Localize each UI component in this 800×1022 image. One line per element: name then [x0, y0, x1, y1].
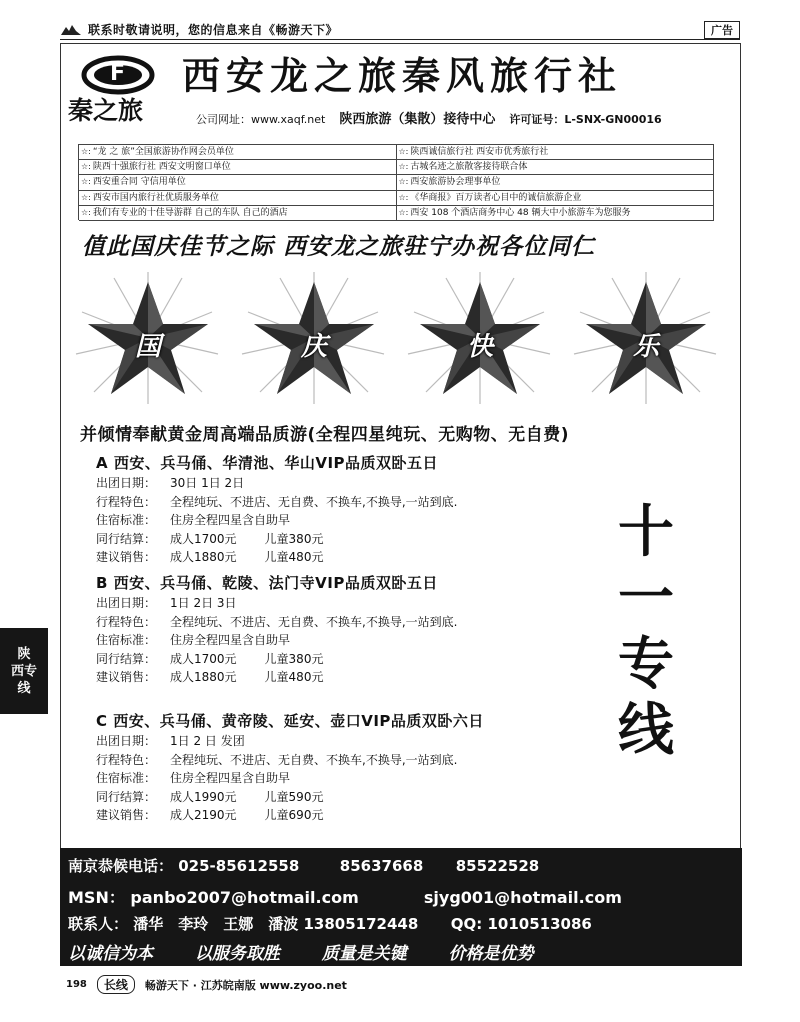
honor-item: ☆: 西安市国内旅行社优质服务单位 — [79, 191, 397, 206]
slogan: 以诚信为本 — [68, 944, 153, 964]
star-qing — [238, 268, 388, 408]
star-bullet-icon: ☆: — [81, 207, 91, 217]
star-bullet-icon: ☆: — [81, 162, 91, 172]
route-row: 出团日期： 1日 2 日 发团 — [96, 734, 245, 748]
route-row: 建议销售： 成人1880元 儿童480元 — [96, 550, 324, 565]
route-row: 出团日期： 30日 1日 2日 — [96, 476, 245, 490]
brand-logo-subtitle: 秦之旅 — [68, 96, 144, 125]
slogan: 以服务取胜 — [194, 944, 280, 964]
msn-line: MSN： panbo2007@hotmail.com sjyg001@hotmail.com — [68, 888, 622, 907]
star-bullet-icon: ☆: — [81, 192, 91, 202]
honor-item: ☆: 西安旅游协会理事单位 — [397, 175, 715, 190]
route-title: C 西安、兵马俑、黄帝陵、延安、壶口VIP品质双卧六日 — [96, 712, 484, 730]
msn-address: sjyg001@hotmail.com — [423, 888, 622, 907]
route-a — [96, 452, 457, 567]
route-row: 建议销售： 成人1880元 儿童480元 — [96, 670, 324, 685]
route-title: A 西安、兵马俑、华清池、华山VIP品质双卧五日 — [96, 454, 439, 472]
star-le — [570, 268, 720, 408]
slogan: 价格是优势 — [448, 944, 534, 964]
qq-number: QQ: 1010513086 — [450, 915, 592, 933]
route-row: 同行结算： 成人1700元 儿童380元 — [96, 651, 324, 666]
section-label: 长线 — [97, 975, 135, 994]
star-bullet-icon: ☆: — [81, 177, 91, 187]
star-char: 庆 — [300, 332, 327, 362]
route-row: 行程特色： 全程纯玩、不进店、无自费、不换车,不换导,一站到底. — [96, 614, 458, 629]
star-bullet-icon: ☆: — [398, 162, 409, 172]
page-footer — [66, 975, 347, 994]
contact-bar — [60, 848, 742, 966]
star-bullet-icon: ☆: — [398, 147, 409, 156]
route-row: 住宿标准： 住房全程四星含自助早 — [96, 771, 291, 786]
national-day-line-title: 十 一 专 线 — [618, 500, 674, 763]
phone-number: 85522528 — [455, 857, 540, 875]
route-row: 出团日期： 1日 2日 3日 — [96, 596, 237, 610]
source-notice: 联系时敬请说明，您的信息来自《畅游天下》 — [88, 23, 339, 37]
top-notice-bar — [60, 20, 740, 40]
brand-logo-letter: F — [110, 61, 126, 86]
route-row: 同行结算： 成人1990元 儿童590元 — [96, 789, 324, 804]
promo-line: 并倾情奉献黄金周高端品质游(全程四星纯玩、无购物、无自费) — [80, 425, 570, 445]
route-row: 住宿标准： 住房全程四星含自助早 — [96, 633, 291, 648]
slogan: 质量是关键 — [321, 944, 407, 964]
star-bullet-icon: ☆: — [81, 147, 91, 156]
honor-item: ☆: 我们有专业的十佳导游群 自己的车队 自己的酒店 — [79, 206, 397, 221]
phone-line: 南京恭候电话： 025-85612558 85637668 85522528 — [68, 857, 540, 875]
route-row: 同行结算： 成人1700元 儿童380元 — [96, 531, 324, 546]
ad-tag: 广告 — [704, 21, 740, 39]
honor-item: ☆: 陕西十强旅行社 西安文明窗口单位 — [79, 160, 397, 175]
honor-item: ☆: 西安重合同 守信用单位 — [79, 175, 397, 190]
company-website: 公司网址：www.xaqf.net — [196, 113, 326, 126]
publication-name: 畅游天下 · 江苏皖南版 www.zyoo.net — [144, 978, 347, 992]
star-bullet-icon: ☆: — [398, 207, 409, 217]
greeting-headline: 值此国庆佳节之际 西安龙之旅驻宁办祝各位同仁 — [82, 234, 596, 260]
honor-item: ☆: 陕西诚信旅行社 西安市优秀旅行社 — [397, 145, 715, 160]
route-title: B 西安、兵马俑、乾陵、法门寺VIP品质双卧五日 — [96, 574, 438, 592]
company-name: 西安龙之旅秦风旅行社 — [182, 53, 623, 98]
honor-item: ☆: “龙 之 旅”全国旅游协作网会员单位 — [79, 145, 397, 160]
people-line: 联系人： 潘华 李玲 王娜 潘波 13805172448 QQ: 1010513086 — [68, 915, 592, 933]
honor-item: ☆: 古城名迹之旅散客接待联合体 — [397, 160, 715, 175]
reception-center: 陕西旅游（集散）接待中心 — [339, 112, 496, 127]
honor-item: ☆: 《华商报》百万读者心目中的诚信旅游企业 — [397, 191, 715, 206]
star-char: 快 — [466, 332, 493, 362]
phone-number: 025-85612558 — [178, 857, 300, 875]
star-char: 乐 — [632, 332, 659, 362]
star-bullet-icon: ☆: — [398, 192, 409, 202]
holiday-stars — [72, 268, 722, 408]
star-bullet-icon: ☆: — [398, 177, 409, 187]
route-row: 住宿标准： 住房全程四星含自助早 — [96, 513, 291, 528]
star-guo — [72, 268, 222, 408]
honors-grid — [78, 144, 714, 220]
star-char: 国 — [134, 332, 161, 362]
license-number: 许可证号：L-SNX-GN00016 — [509, 113, 662, 126]
msn-address: panbo2007@hotmail.com — [130, 888, 359, 907]
route-row: 行程特色： 全程纯玩、不进店、无自费、不换车,不换导,一站到底. — [96, 494, 458, 509]
route-b — [96, 572, 457, 687]
slogan-line — [68, 939, 534, 964]
brand-logo — [66, 53, 176, 123]
honor-item: ☆: 西安 108 个酒店商务中心 48 辆大中小旅游车为您服务 — [397, 206, 715, 221]
phone-number: 85637668 — [339, 857, 424, 875]
route-row: 建议销售： 成人2190元 儿童690元 — [96, 808, 324, 823]
company-subline — [196, 108, 662, 127]
contact-people: 潘华 李玲 王娜 潘波 13805172448 — [133, 915, 419, 933]
star-kuai — [404, 268, 554, 408]
page-number: 198 — [66, 979, 87, 990]
section-side-tab: 陕 西专线 — [0, 628, 48, 714]
route-c — [96, 710, 484, 825]
route-row: 行程特色： 全程纯玩、不进店、无自费、不换车,不换导,一站到底. — [96, 752, 458, 767]
magazine-logo-icon — [60, 23, 82, 37]
